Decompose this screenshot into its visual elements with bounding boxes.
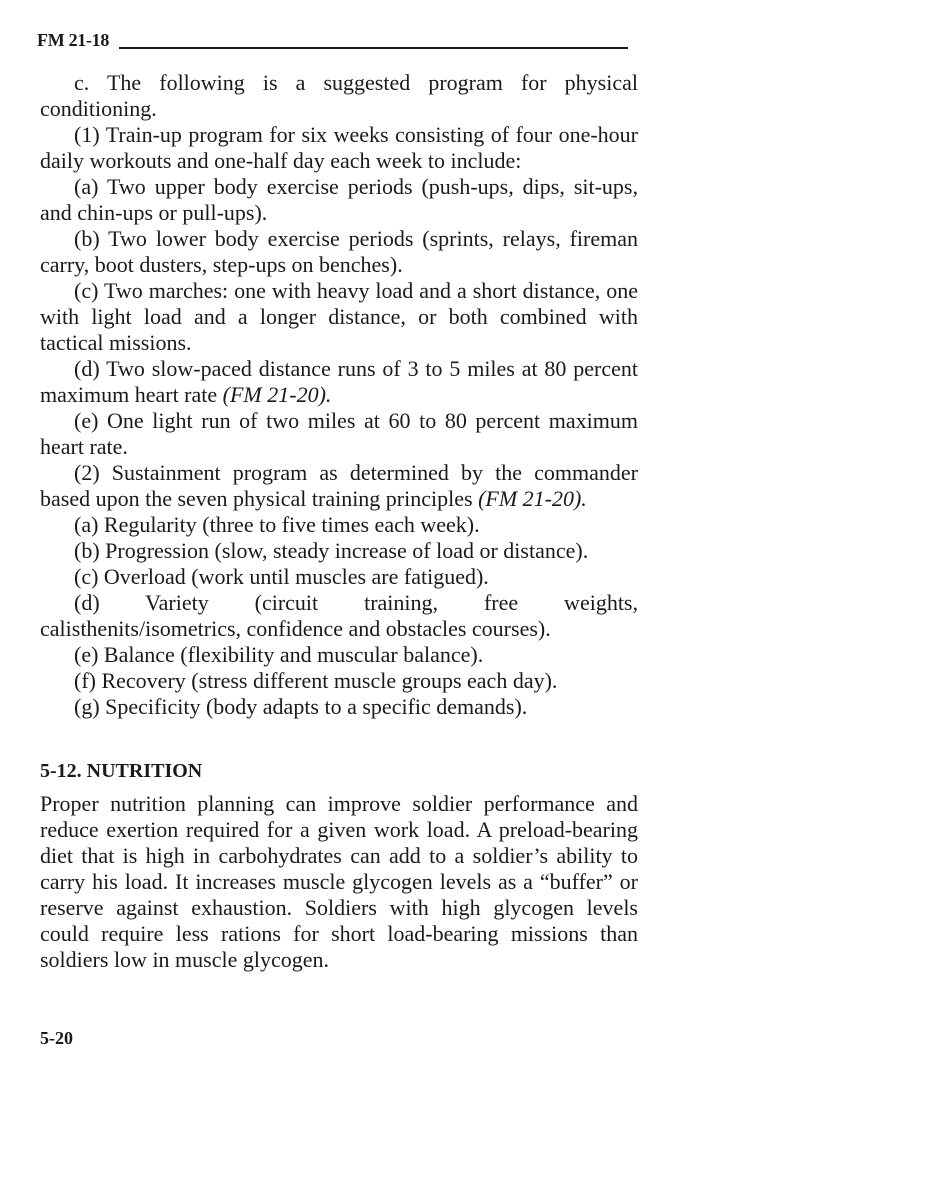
train-item-e: (e) One light run of two miles at 60 to 80 percent maximum heart rate. xyxy=(40,408,638,459)
sustainment-paragraph xyxy=(40,460,638,512)
conditioning-program xyxy=(40,70,638,720)
principle-regularity: (a) Regularity (three to five times each week). xyxy=(74,512,480,537)
sustainment-reference: (FM 21-20). xyxy=(478,486,587,511)
nutrition-paragraph: Proper nutrition planning can improve soldier performance and reduce exertion required for a given work load. A preload-bearing diet that is high in carbohydrates can add to a soldier’s ability to carry his load. It increases muscle glycogen levels as a “buffer” or reserve against exhaustion. Soldiers with high glycogen levels could require less rations for short load-bearing missions than soldiers low in muscle glycogen. xyxy=(40,791,638,972)
principle-variety: (d) Variety (circuit training, free weights, calisthenits/isometrics, confidence and obstacles courses). xyxy=(40,590,638,641)
manual-code: FM 21-18 xyxy=(37,30,110,50)
train-item-c: (c) Two marches: one with heavy load and a short distance, one with light load and a longer distance, or both combined with tactical missions. xyxy=(40,278,638,355)
train-item-b: (b) Two lower body exercise periods (sprints, relays, fireman carry, boot dusters, step-ups on benches). xyxy=(40,226,638,277)
sustainment-text: (2) Sustainment program as determined by the commander based upon the seven physical training principles xyxy=(40,460,638,511)
section-heading: 5-12. NUTRITION xyxy=(40,760,203,782)
principle-progression: (b) Progression (slow, steady increase of load or distance). xyxy=(74,538,589,563)
intro-paragraph: c. The following is a suggested program for physical conditioning. xyxy=(40,70,638,121)
train-item-d xyxy=(40,356,638,408)
principle-overload: (c) Overload (work until muscles are fatigued). xyxy=(74,564,489,589)
principle-balance: (e) Balance (flexibility and muscular balance). xyxy=(74,642,484,667)
train-item-d-reference: (FM 21-20). xyxy=(222,382,332,407)
train-item-a: (a) Two upper body exercise periods (push-ups, dips, sit-ups, and chin-ups or pull-ups). xyxy=(40,174,638,225)
principle-specificity: (g) Specificity (body adapts to a specific demands). xyxy=(74,694,528,719)
train-up-paragraph: (1) Train-up program for six weeks consisting of four one-hour daily workouts and one-half day each week to include: xyxy=(40,122,638,173)
header-rule xyxy=(119,47,628,49)
page-number: 5-20 xyxy=(40,1028,73,1048)
page-header xyxy=(37,30,628,52)
train-item-d-text: (d) Two slow-paced distance runs of 3 to 5 miles at 80 percent maximum heart rate xyxy=(40,356,638,407)
principle-recovery: (f) Recovery (stress different muscle groups each day). xyxy=(74,668,558,693)
